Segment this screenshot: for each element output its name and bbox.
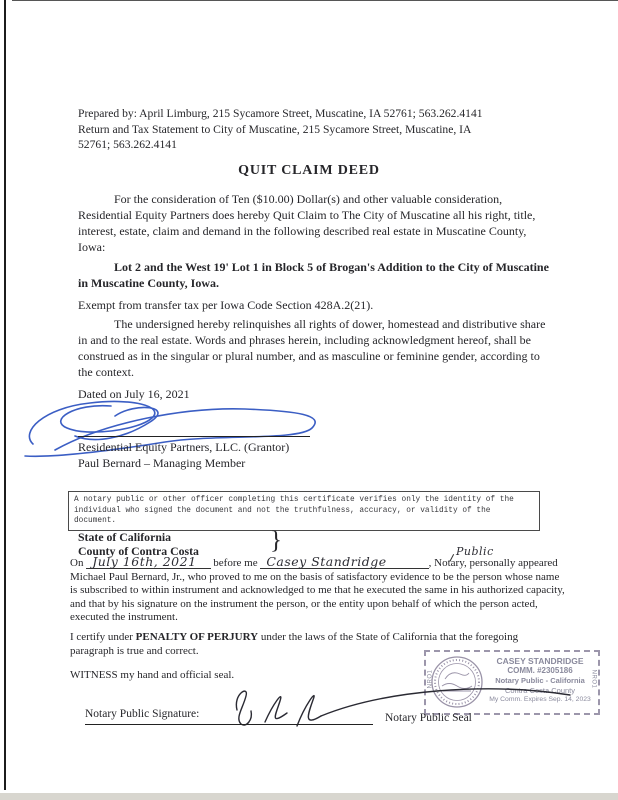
relinquish-paragraph: The undersigned hereby relinquishes all rights of dower, homestead and distributive share in and to the real estate. Words and phrases herein, including acknowledgment hereof, shall be construed as in the singular or plural number, and as masculine or feminine gender, according to the context. <box>78 317 546 379</box>
witness-line: WITNESS my hand and official seal. <box>70 669 235 681</box>
stamp-side-code-right: NRO1 <box>590 669 597 689</box>
legal-description: Lot 2 and the West 19' Lot 1 in Block 5 of Brogan's Addition to the City of Muscatine in Muscatine County, Iowa. <box>78 260 549 290</box>
scan-edge-artifact-top <box>12 0 618 1</box>
handwritten-notary-name: Casey Standridge <box>260 556 428 569</box>
stamp-expiration: My Comm. Expires Sep. 14, 2023 <box>489 696 591 703</box>
stamp-side-code-left: NRO1 <box>427 669 434 689</box>
notary-signature-line <box>85 708 373 725</box>
grantor-title-line: Paul Bernard – Managing Member <box>78 455 246 470</box>
on-label: On <box>70 557 84 569</box>
certify-prefix: I certify under <box>70 631 133 643</box>
grantor-signature-line <box>78 436 310 437</box>
return-tax-line-2: 52761; 563.262.4141 <box>78 138 177 152</box>
handwritten-public-insert: Public <box>456 545 494 558</box>
stamp-commission-number: COMM. #2305186 <box>507 666 573 675</box>
document-title: QUIT CLAIM DEED <box>238 163 380 178</box>
scan-edge-artifact-left <box>4 0 6 790</box>
state-line: State of California <box>78 530 172 544</box>
notary-label: , Notary, <box>428 557 467 569</box>
penalty-of-perjury-text: PENALTY OF PERJURY <box>135 631 259 643</box>
stamp-title: Notary Public - California <box>495 676 585 685</box>
consideration-paragraph: For the consideration of Ten ($10.00) Dollar(s) and other valuable consideration, Residential Equity Partners does hereby Quit Claim to The City of Muscatine all his right, title, interest, estate, claim and demand in the following described real estate in Muscatine County, Iowa: <box>78 192 536 254</box>
transfer-tax-exempt-line: Exempt from transfer tax per Iowa Code Section 428A.2(21). <box>78 298 374 312</box>
grantor-name-line: Residential Equity Partners, LLC. (Grantor) <box>78 440 290 454</box>
prepared-by-line: Prepared by: April Limburg, 215 Sycamore Street, Muscatine, IA 52761; 563.262.4141 <box>78 107 483 120</box>
return-tax-line-1: Return and Tax Statement to City of Muscatine, 215 Sycamore Street, Muscatine, IA <box>78 122 472 136</box>
appeared-text: personally appeared Michael Paul Bernard, Jr., who proved to me on the basis of satisfactory evidence to be the person whose name is subscribed to within instrument and acknowledged to me that he executed the same in his authorized capacity, and that by his signature on the instrument the person, or the entity upon behalf of which the person acted, executed the instrument. <box>70 557 565 624</box>
handwritten-date: July 16th, 2021 <box>86 556 210 569</box>
notary-disclaimer-box: A notary public or other officer completing this certificate verifies only the identity of the individual who signed the document and not the truthfulness, accuracy, or validity of the document. <box>68 491 540 531</box>
venue-brace: } <box>270 527 282 554</box>
stamp-notary-name: CASEY STANDRIDGE <box>496 656 584 666</box>
scan-edge-artifact-bottom <box>0 793 618 800</box>
county-line: County of Contra Costa <box>78 544 199 558</box>
notary-seal-label: Notary Public Seal <box>385 712 472 724</box>
dated-line: Dated on July 16, 2021 <box>78 387 190 401</box>
prepared-by-block <box>78 106 483 153</box>
grantor-block <box>78 440 289 471</box>
before-me-label: before me <box>213 557 258 569</box>
certify-suffix: under the laws of the State of California that the foregoing paragraph is true and correct. <box>70 631 519 657</box>
notary-signature-label: Notary Public Signature: <box>85 708 200 720</box>
stamp-county: Contra Costa County <box>504 685 576 695</box>
